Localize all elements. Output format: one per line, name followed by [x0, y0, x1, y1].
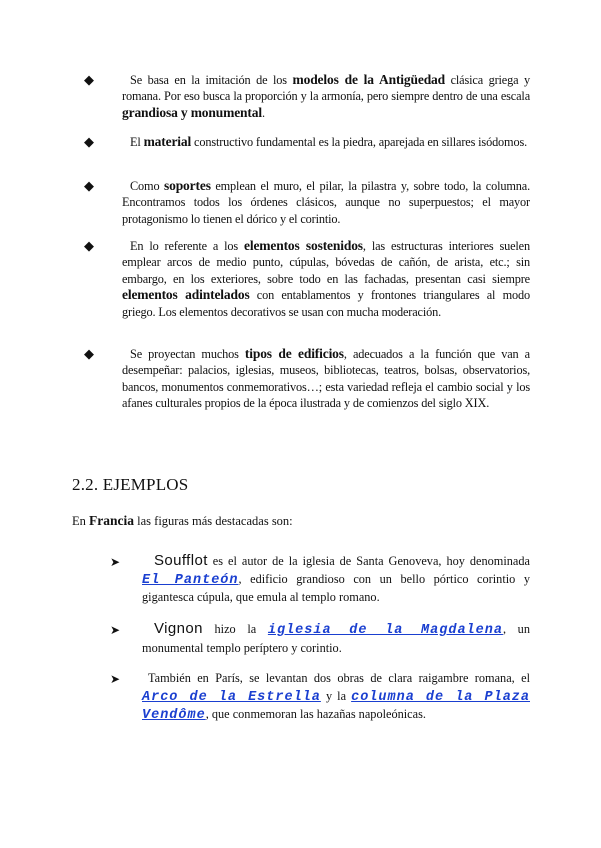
- bold-text: soportes: [164, 178, 211, 193]
- text: , que conmemoran las hazañas napoleónicas.: [205, 707, 426, 721]
- text: El: [130, 135, 144, 149]
- text: , edificio grandioso con un bello pórtico corintio y gigantesca cúpula, que emula al templo romano.: [142, 571, 531, 604]
- text: , las estructuras interiores suelen emplear arcos de medio punto, cúpulas, bóvedas de cañón, de arista, etc.; sin embargo, en los exteriores, sobre todo en las fachadas, presentan casi siempre: [122, 239, 530, 286]
- bold-text: tipos de edificios: [244, 346, 344, 361]
- bullet-paragraph: [122, 134, 530, 150]
- text: , adecuados a la función que van a desempeñar: palacios, iglesias, museos, bibliotecas, teatros, bolsas, observatorios, bancos, monumentos conmemorativos…; esta variedad refleja el cambio social y los afanes culturales propios de la época ilustrada y de comienzos del siglo XIX.: [122, 347, 530, 411]
- example-paragraph: [142, 620, 530, 657]
- arrow-bullet-icon: ➤: [110, 672, 121, 686]
- bold-text: material: [143, 134, 192, 149]
- text: Como: [130, 179, 164, 193]
- bullet-paragraph: [122, 238, 530, 320]
- text: También en París, se levantan dos obras de clara raigambre romana, el: [148, 671, 530, 685]
- text: clásica griega y romana. Por eso busca la proporción y la armonía, pero siempre dentro de una escala: [122, 73, 530, 104]
- iglesia-magdalena-link[interactable]: iglesia de la Magdalena: [267, 623, 503, 638]
- text: las figuras más destacadas son:: [134, 514, 293, 528]
- section-heading: 2.2. EJEMPLOS: [72, 475, 189, 494]
- text: y la: [320, 688, 352, 703]
- bold-text: elementos sostenidos: [244, 238, 363, 253]
- text: constructivo fundamental es la piedra, aparejada en sillares isódomos.: [191, 135, 528, 149]
- text: Se basa en la imitación de los: [130, 73, 293, 87]
- bold-text: grandiosa y monumental: [122, 104, 262, 120]
- text: hizo la: [202, 622, 268, 636]
- bullet-paragraph: [122, 72, 530, 121]
- arrow-bullet-icon: ➤: [110, 555, 121, 569]
- bold-text: elementos adintelados: [122, 287, 250, 303]
- text: En: [72, 514, 90, 528]
- diamond-bullet-icon: ◆: [84, 178, 94, 193]
- text: emplean el muro, el pilar, la pilastra y, sobre todo, la columna. Encontramos todos los órdenes clásicos, aunque no superpuestos; el mayor protagonismo lo tienen el dórico y el corintio.: [122, 179, 530, 226]
- diamond-bullet-icon: ◆: [84, 238, 94, 253]
- el-panteon-link[interactable]: El Panteón: [142, 572, 239, 588]
- arrow-bullet-icon: ➤: [110, 623, 121, 637]
- text: En lo referente a los: [130, 239, 244, 253]
- example-paragraph: [142, 670, 530, 725]
- intro-line: [72, 513, 293, 529]
- bold-text: modelos de la Antigüedad: [292, 72, 446, 87]
- columna-vendome-link[interactable]: columna de la Plaza Vendôme: [142, 689, 530, 723]
- bold-text: Francia: [89, 513, 135, 528]
- diamond-bullet-icon: ◆: [84, 72, 94, 87]
- arco-estrella-link[interactable]: Arco de la Estrella: [142, 689, 321, 705]
- bullet-paragraph: [122, 178, 530, 227]
- text: Se proyectan muchos: [130, 347, 245, 361]
- architect-name: Vignon: [154, 620, 203, 637]
- diamond-bullet-icon: ◆: [84, 134, 94, 149]
- diamond-bullet-icon: ◆: [84, 346, 94, 361]
- text: .: [261, 105, 265, 120]
- text: , un monumental templo períptero y corintio.: [142, 622, 530, 655]
- architect-name: Soufflot: [154, 552, 208, 569]
- example-paragraph: [142, 552, 530, 607]
- bullet-paragraph: [122, 346, 530, 412]
- text: es el autor de la iglesia de Santa Genoveva, hoy denominada: [207, 554, 530, 568]
- text: con entablamentos y frontones triangulares al modo griego. Los elementos decorativos se usan con mucha moderación.: [122, 288, 530, 319]
